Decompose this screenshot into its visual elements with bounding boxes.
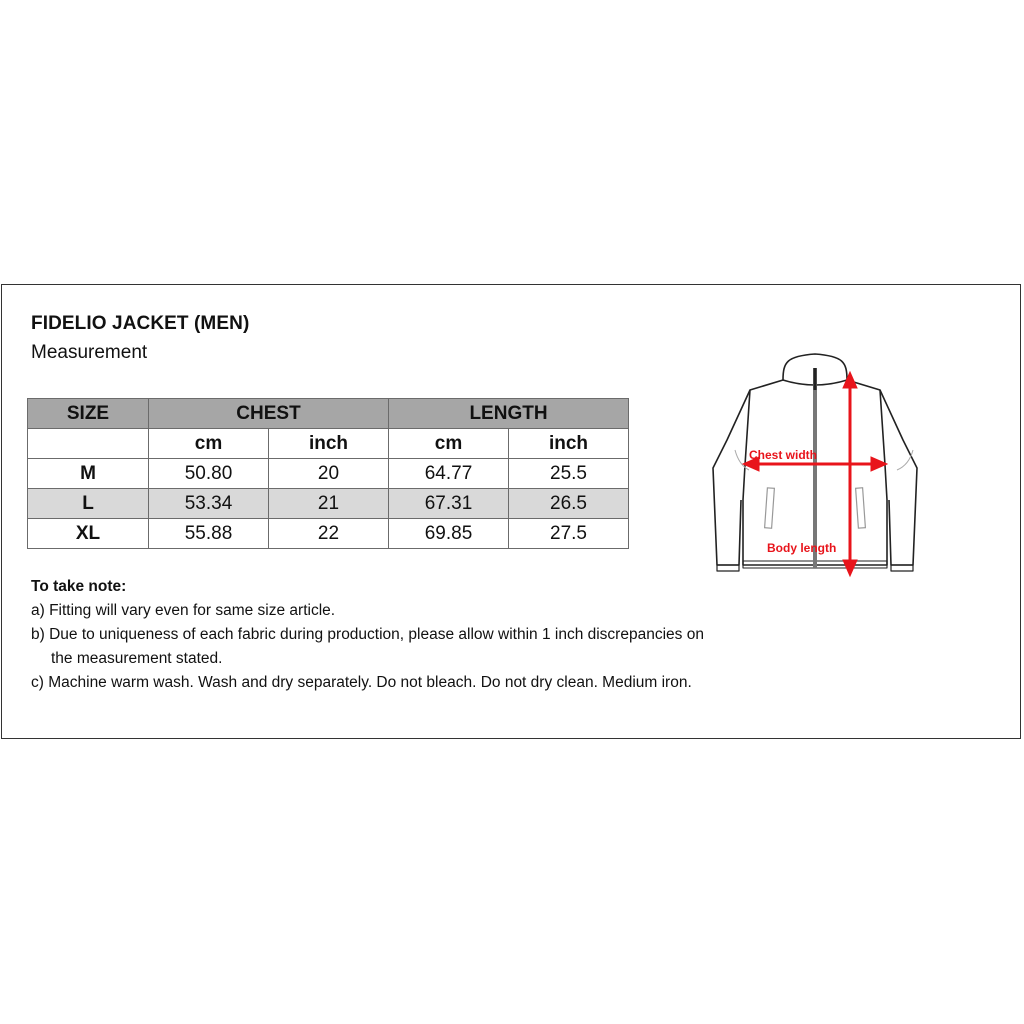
size-cell: M <box>28 459 149 489</box>
notes-heading: To take note: <box>31 578 127 595</box>
chest-cm-cell: 53.34 <box>149 489 269 519</box>
body-length-label: Body length <box>767 541 837 555</box>
header-chest: CHEST <box>149 399 389 429</box>
size-cell: XL <box>28 519 149 549</box>
jacket-measurement-diagram <box>705 350 935 580</box>
table-row <box>28 519 629 549</box>
chest-inch-cell: 21 <box>269 489 389 519</box>
note-item: b) Due to uniqueness of each fabric during production, please allow within 1 inch discrepancies on <box>31 626 704 643</box>
header-length: LENGTH <box>389 399 629 429</box>
unit-chest-inch: inch <box>269 429 389 459</box>
chest-cm-cell: 50.80 <box>149 459 269 489</box>
length-cm-cell: 69.85 <box>389 519 509 549</box>
size-table <box>27 398 629 549</box>
table-row <box>28 459 629 489</box>
note-item: a) Fitting will vary even for same size article. <box>31 602 336 619</box>
right-pocket <box>856 488 866 528</box>
unit-blank <box>28 429 149 459</box>
unit-length-inch: inch <box>509 429 629 459</box>
table-row <box>28 489 629 519</box>
length-inch-cell: 26.5 <box>509 489 629 519</box>
product-title: FIDELIO JACKET (MEN) <box>31 313 250 334</box>
chest-inch-cell: 22 <box>269 519 389 549</box>
section-subtitle: Measurement <box>31 342 148 363</box>
care-notes <box>31 575 704 695</box>
chest-inch-cell: 20 <box>269 459 389 489</box>
body-length-arrow <box>843 372 857 576</box>
left-pocket <box>765 488 775 528</box>
note-item: c) Machine warm wash. Wash and dry separately. Do not bleach. Do not dry clean. Medium iron. <box>31 674 692 691</box>
length-cm-cell: 64.77 <box>389 459 509 489</box>
length-inch-cell: 25.5 <box>509 459 629 489</box>
unit-chest-cm: cm <box>149 429 269 459</box>
size-cell: L <box>28 489 149 519</box>
chest-cm-cell: 55.88 <box>149 519 269 549</box>
chest-width-label: Chest width <box>749 448 817 462</box>
length-cm-cell: 67.31 <box>389 489 509 519</box>
header-size: SIZE <box>28 399 149 429</box>
units-row <box>28 429 629 459</box>
table-header-row <box>28 399 629 429</box>
note-item-continuation: the measurement stated. <box>51 650 223 667</box>
unit-length-cm: cm <box>389 429 509 459</box>
length-inch-cell: 27.5 <box>509 519 629 549</box>
